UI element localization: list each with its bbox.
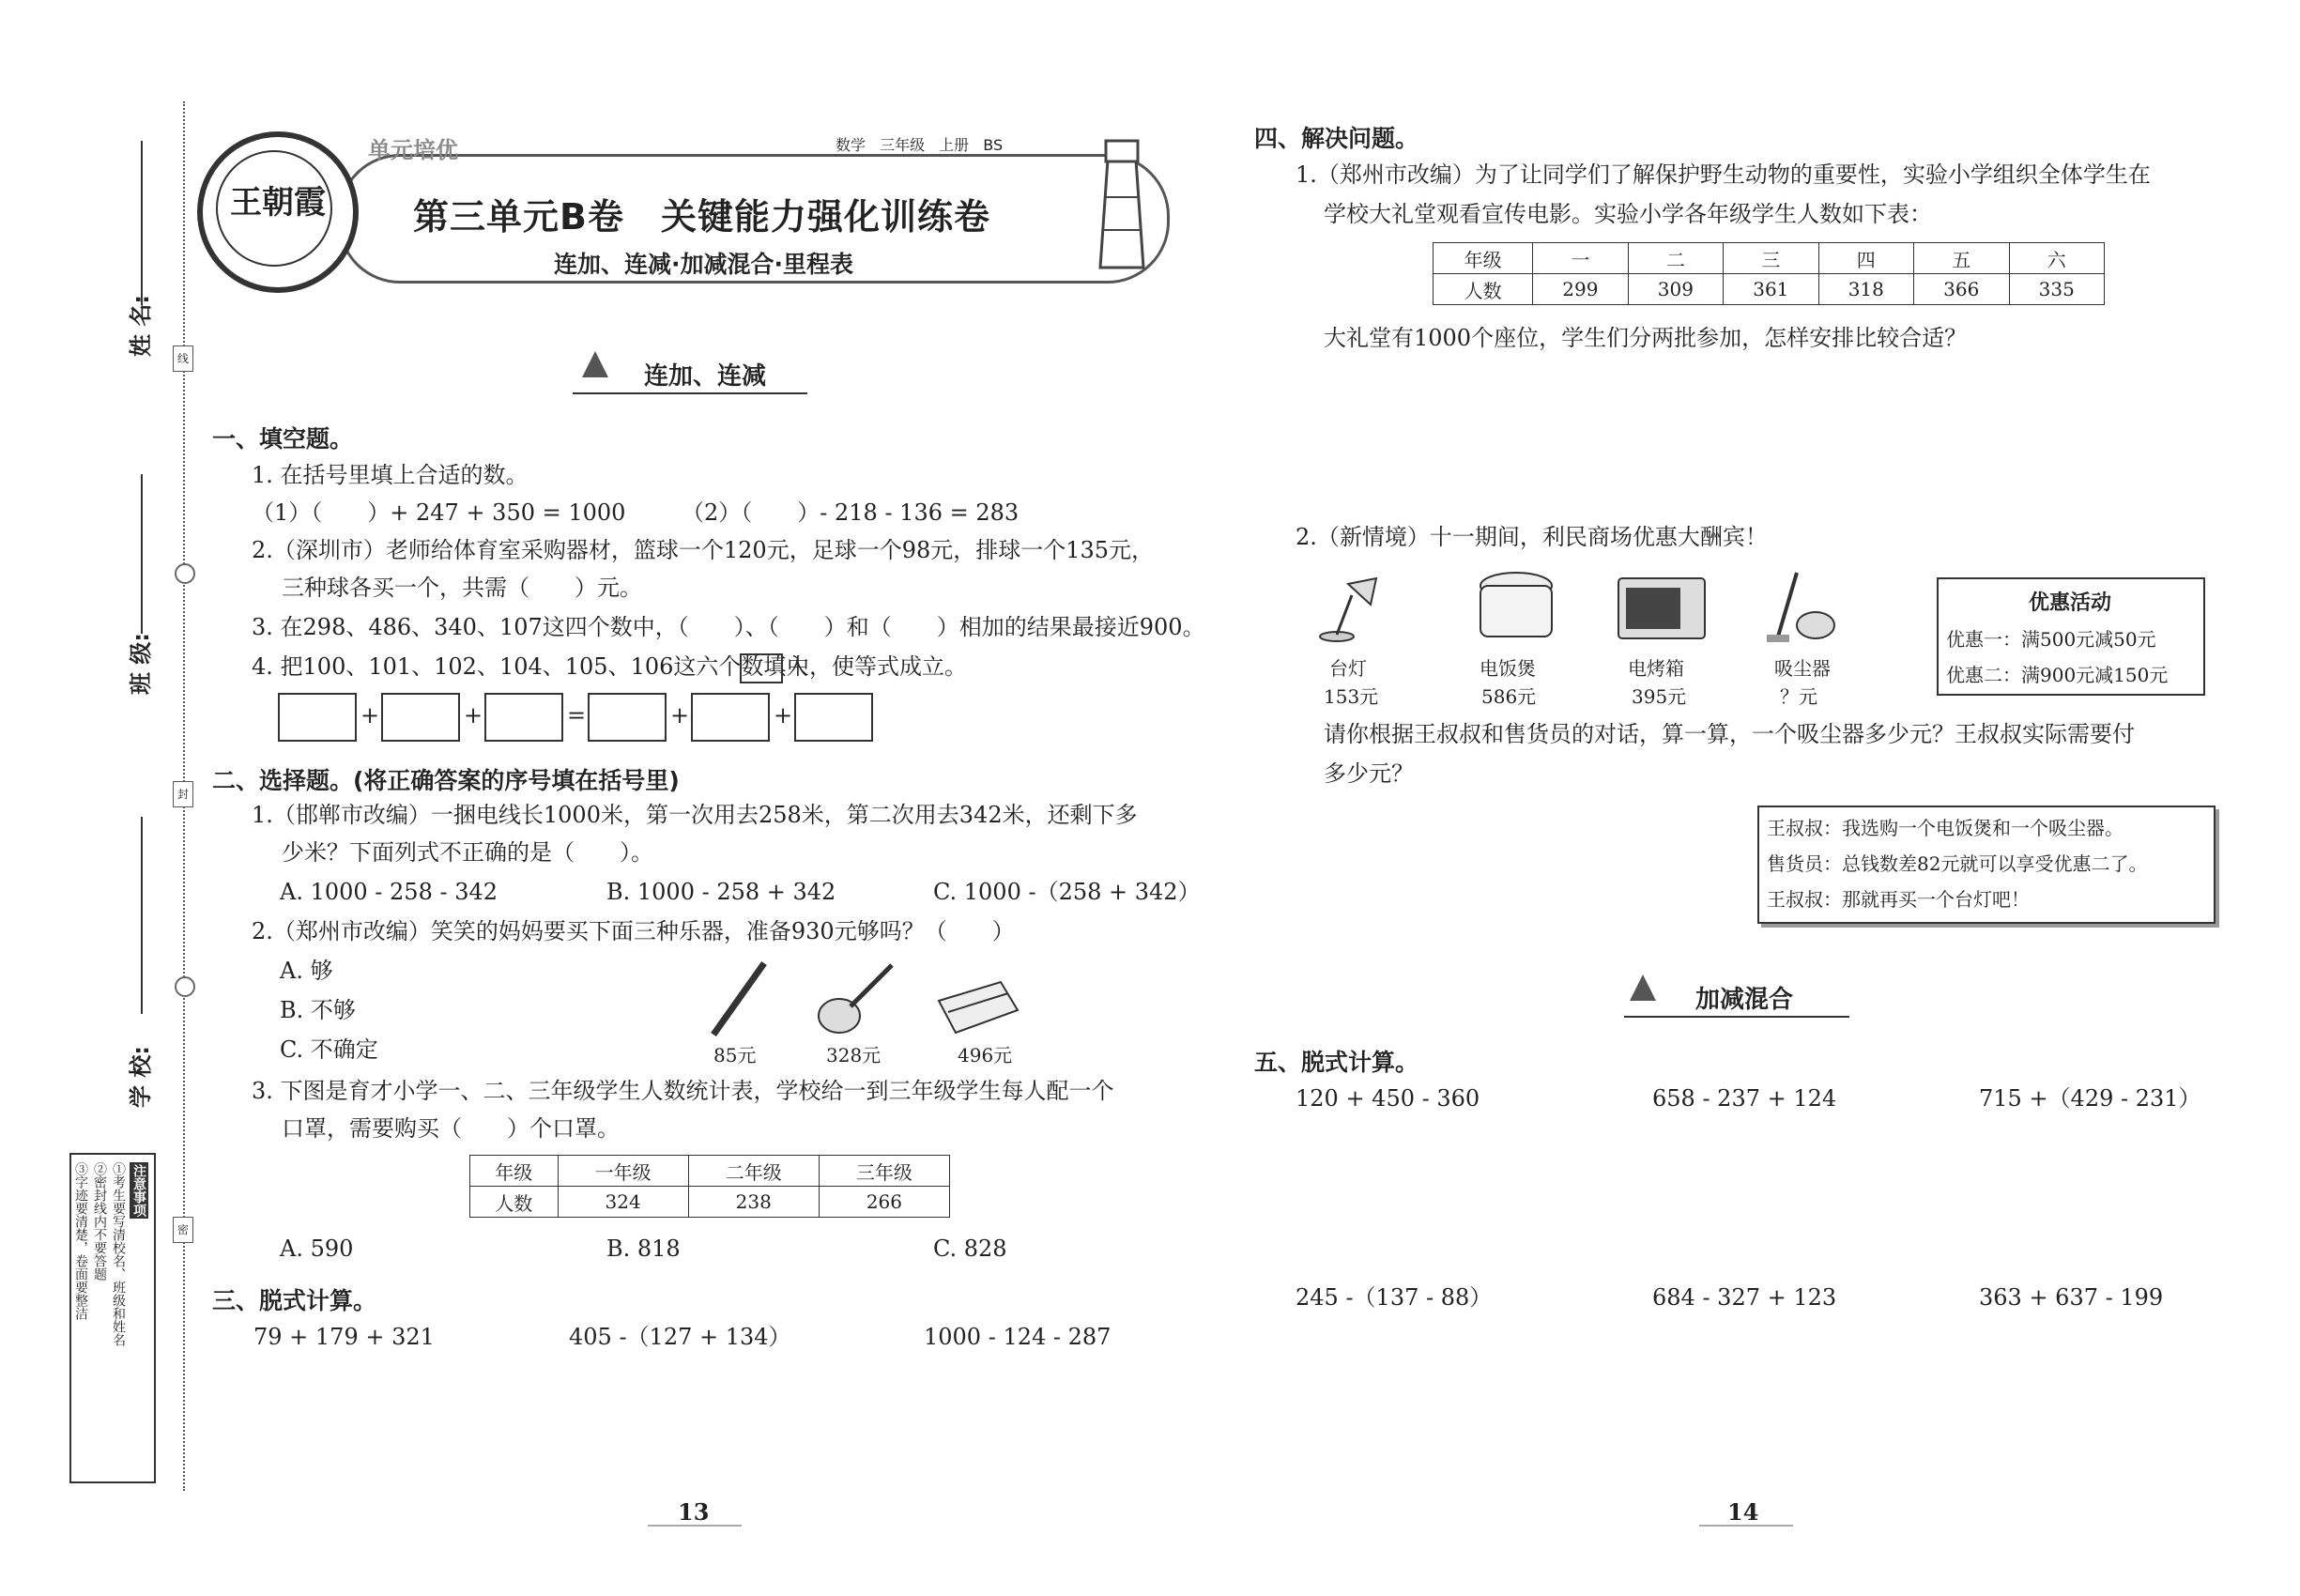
choice-3-line-2: 口罩，需要购买（ ）个口罩。 — [282, 1115, 620, 1142]
topic-underline — [1624, 1016, 1849, 1018]
sailboat-icon — [582, 351, 608, 377]
table-cell: 299 — [1533, 274, 1628, 305]
plus-sign: + — [360, 702, 380, 729]
binding-hole-icon — [175, 563, 195, 584]
notes-title: 注意事项 — [131, 1164, 146, 1217]
plus-sign: + — [774, 702, 793, 729]
guitar-price: 328元 — [826, 1044, 882, 1067]
topic-underline — [573, 392, 807, 394]
note-2: ②密封线内不要答题 — [92, 1162, 107, 1281]
table-cell: 五 — [1914, 243, 2009, 274]
table-cell: 266 — [819, 1187, 949, 1218]
question-3: 3. 在298、486、340、107这四个数中，（ ）、（ ）和（ ）相加的结果最接近900。 — [252, 614, 1205, 640]
table-cell: 二 — [1628, 243, 1723, 274]
calc-expression: 1000 - 124 - 287 — [924, 1324, 1112, 1350]
promo-box — [1937, 577, 2205, 696]
choice-1-option-a: A. 1000 - 258 - 342 — [280, 879, 498, 905]
guitar-icon — [813, 959, 897, 1038]
answer-box[interactable] — [691, 693, 770, 742]
problem-1-question: 大礼堂有1000个座位，学生们分两批参加，怎样安排比较合适？ — [1324, 325, 1968, 351]
table-row — [1434, 243, 2105, 274]
page-title: 第三单元B卷 关键能力强化训练卷 — [413, 196, 990, 238]
item-name: 电烤箱 — [1628, 657, 1684, 680]
choice-2-option-b: B. 不够 — [280, 997, 356, 1023]
brand-logo — [197, 131, 359, 293]
plus-sign: + — [464, 702, 483, 729]
table-cell: 一年级 — [558, 1156, 688, 1187]
question-4-part-1: 4. 把100、101、102、104、105、106这六个数填入 — [252, 653, 809, 680]
choice-1-option-b: B. 1000 - 258 + 342 — [606, 879, 836, 905]
table-cell: 六 — [2009, 243, 2105, 274]
section-5-heading: 五、脱式计算。 — [1254, 1049, 1419, 1076]
grade-count-table — [469, 1155, 950, 1218]
calc-expression: 684 - 327 + 123 — [1652, 1284, 1837, 1311]
question-1: 1. 在括号里填上合适的数。 — [252, 462, 529, 488]
cut-tag-secret: 密 — [173, 1217, 193, 1243]
problem-2: 2.（新情境）十一期间，利民商场优惠大酬宾！ — [1296, 524, 1768, 550]
item-name: 电饭煲 — [1480, 657, 1536, 680]
dialog-box — [1757, 806, 2216, 924]
table-cell: 人数 — [470, 1187, 559, 1218]
problem-2-line-1: 请你根据王叔叔和售货员的对话，算一算，一个吸尘器多少元？王叔叔实际需要付 — [1324, 721, 2135, 747]
calc-expression: 405 -（127 + 134） — [569, 1324, 791, 1350]
class-underline — [141, 474, 143, 634]
table-cell: 四 — [1818, 243, 1913, 274]
sailboat-icon — [1630, 974, 1656, 1001]
page-subtitle: 连加、连减·加减混合·里程表 — [554, 251, 853, 278]
vacuum-cleaner-icon — [1759, 567, 1844, 646]
question-4-part-2: 中，使等式成立。 — [787, 653, 967, 680]
flute-icon — [706, 959, 772, 1038]
choice-3-option-c: C. 828 — [933, 1235, 1007, 1262]
school-label: 学 校: — [128, 1046, 154, 1108]
choice-2-option-c: C. 不确定 — [280, 1036, 378, 1063]
note-3: ③字迹要清楚，卷面要整洁 — [73, 1162, 88, 1320]
table-cell: 366 — [1914, 274, 2009, 305]
table-cell: 335 — [2009, 274, 2105, 305]
table-cell: 二年级 — [688, 1156, 819, 1187]
cut-tag-seal: 封 — [173, 781, 193, 807]
table-cell: 324 — [558, 1187, 688, 1218]
lighthouse-icon — [1080, 131, 1164, 272]
table-cell: 318 — [1818, 274, 1913, 305]
choice-1-line-2: 少米？下面列式不正确的是（ ）。 — [282, 839, 653, 866]
question-1-part-1: （1）（ ）+ 247 + 350 = 1000 — [252, 499, 626, 526]
choice-1-line-1: 1.（邯郸市改编）一捆电线长1000米，第一次用去258米，第二次用去342米，还剩下多 — [252, 802, 1138, 828]
dialog-line: 王叔叔：那就再买一个台灯吧！ — [1767, 888, 2030, 911]
topic-heading-2: 加减混合 — [1695, 986, 1794, 1014]
class-label: 班 级: — [128, 633, 154, 695]
dialog-line: 售货员：总钱数差82元就可以享受优惠二了。 — [1767, 852, 2148, 875]
calc-expression: 363 + 637 - 199 — [1979, 1284, 2164, 1311]
calc-expression: 245 -（137 - 88） — [1296, 1284, 1493, 1311]
section-3-heading: 三、脱式计算。 — [212, 1287, 377, 1314]
choice-2-option-a: A. 够 — [280, 958, 333, 984]
question-2-line-2: 三种球各买一个，共需（ ）元。 — [282, 575, 642, 601]
problem-2-line-2: 多少元？ — [1324, 760, 1414, 787]
calc-expression: 79 + 179 + 321 — [253, 1324, 435, 1350]
table-cell: 309 — [1628, 274, 1723, 305]
table-cell: 年级 — [470, 1156, 559, 1187]
table-row — [470, 1156, 950, 1187]
keyboard-icon — [935, 963, 1020, 1038]
section-4-heading: 四、解决问题。 — [1254, 125, 1419, 152]
table-cell: 238 — [688, 1187, 819, 1218]
table-row — [1434, 274, 2105, 305]
page-number-left: 13 — [678, 1498, 710, 1526]
question-2-line-1: 2.（深圳市）老师给体育室采购器材，篮球一个120元，足球一个98元，排球一个135元， — [252, 537, 1155, 563]
table-cell: 年级 — [1434, 243, 1533, 274]
table-cell: 三年级 — [819, 1156, 949, 1187]
book-meta: 数学 三年级 上册 BS — [836, 136, 1004, 154]
school-count-table — [1433, 242, 2105, 305]
promo-title: 优惠活动 — [2029, 591, 2112, 615]
table-cell: 人数 — [1434, 274, 1533, 305]
choice-2: 2.（郑州市改编）笑笑的妈妈要买下面三种乐器，准备930元够吗？（ ） — [252, 918, 1015, 944]
choice-1-option-c: C. 1000 -（258 + 342） — [933, 879, 1201, 905]
section-2-heading: 二、选择题。(将正确答案的序号填在括号里) — [212, 767, 680, 794]
question-1-part-2: （2）（ ）- 218 - 136 = 283 — [682, 499, 1020, 526]
name-label: 姓 名: — [128, 295, 154, 357]
section-1-heading: 一、填空题。 — [212, 425, 354, 453]
calc-expression: 715 +（429 - 231） — [1979, 1085, 2201, 1112]
dialog-line: 王叔叔：我选购一个电饭煲和一个吸尘器。 — [1767, 817, 2124, 839]
answer-box[interactable] — [278, 693, 357, 742]
table-cell: 三 — [1724, 243, 1818, 274]
table-cell: 361 — [1724, 274, 1818, 305]
school-underline — [141, 817, 143, 1014]
choice-3-option-b: B. 818 — [606, 1235, 681, 1262]
plus-sign: + — [670, 702, 690, 729]
choice-3-option-a: A. 590 — [280, 1235, 354, 1262]
item-price: ？元 — [1780, 685, 1817, 708]
logo-text: 王朝霞 — [230, 184, 326, 222]
page-number-right: 14 — [1727, 1498, 1759, 1526]
item-price: 395元 — [1632, 685, 1687, 708]
topic-heading-1: 连加、连减 — [644, 362, 767, 391]
binding-hole-icon — [175, 976, 195, 997]
keyboard-price: 496元 — [958, 1044, 1013, 1067]
desk-lamp-icon — [1314, 567, 1389, 642]
problem-1-line-1: 1.（郑州市改编）为了让同学们了解保护野生动物的重要性，实验小学组织全体学生在 — [1296, 161, 2151, 188]
item-name: 台灯 — [1329, 657, 1367, 680]
promo-rule: 优惠二：满900元减150元 — [1946, 664, 2169, 686]
equals-sign: = — [567, 702, 587, 729]
cut-tag-line: 线 — [173, 345, 193, 372]
answer-box[interactable] — [484, 693, 563, 742]
answer-box[interactable] — [381, 693, 460, 742]
unit-label: 单元培优 — [368, 137, 458, 163]
flute-price: 85元 — [713, 1044, 757, 1067]
answer-box[interactable] — [794, 693, 873, 742]
calc-expression: 658 - 237 + 124 — [1652, 1085, 1837, 1112]
problem-1-line-2: 学校大礼堂观看宣传电影。实验小学各年级学生人数如下表： — [1324, 201, 1932, 227]
table-cell: 一 — [1533, 243, 1628, 274]
notes-box — [69, 1153, 156, 1483]
note-1: ①考生要写清校名、班级和姓名 — [111, 1162, 126, 1346]
oven-icon — [1615, 573, 1709, 644]
choice-3-line-1: 3. 下图是育才小学一、二、三年级学生人数统计表，学校给一到三年级学生每人配一个 — [252, 1078, 1114, 1104]
item-name: 吸尘器 — [1774, 657, 1831, 680]
calc-expression: 120 + 450 - 360 — [1296, 1085, 1480, 1112]
item-price: 153元 — [1324, 685, 1379, 708]
rice-cooker-icon — [1474, 567, 1558, 646]
table-row — [470, 1187, 950, 1218]
promo-rule: 优惠一：满500元减50元 — [1946, 628, 2156, 651]
inline-answer-box — [740, 653, 783, 683]
item-price: 586元 — [1481, 685, 1537, 708]
answer-box[interactable] — [588, 693, 667, 742]
name-underline — [141, 141, 143, 305]
